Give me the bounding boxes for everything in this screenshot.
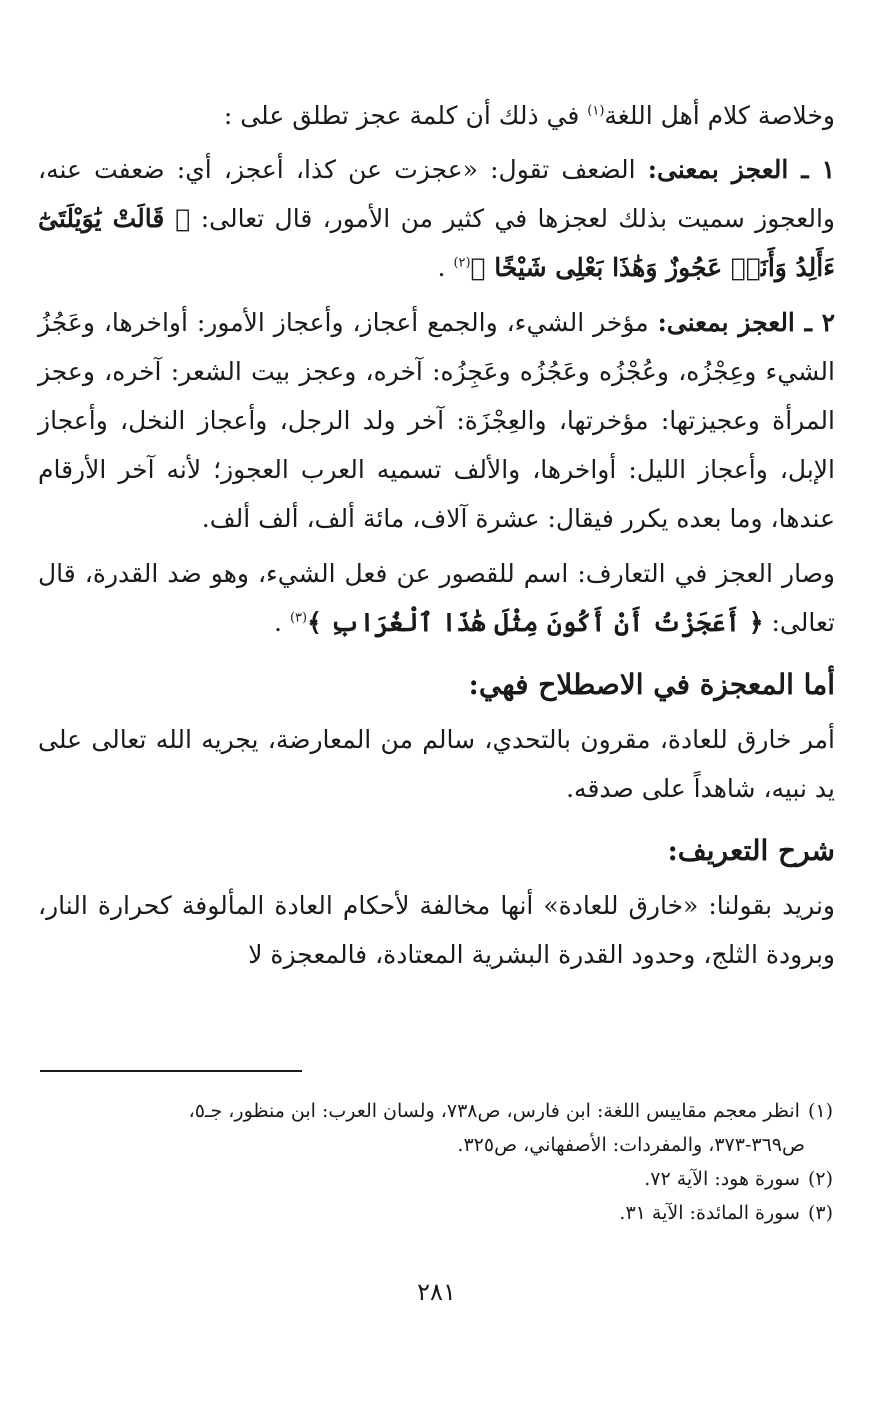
explanation-paragraph: ونريد بقولنا: «خارق للعادة» أنها مخالفة لأحكام العادة المألوفة كحرارة النار، وبرودة الثلج، وحدود القدرة البشرية المعتادة، فالمعجزة لا [38, 891, 835, 969]
footnote-1 [40, 1094, 833, 1128]
custom-usage-text: وصار العجز في التعارف: اسم للقصور عن فعل الشيء، وهو ضد القدرة، قال تعالى: [38, 559, 835, 637]
footnote-ref-1: (١) [587, 103, 605, 119]
explanation-heading: شرح التعريف: [667, 834, 835, 867]
footnote-number: (٢) [807, 1168, 833, 1190]
custom-usage-end: . [274, 608, 290, 637]
custom-usage-paragraph [38, 549, 835, 647]
term-definition: أمر خارق للعادة، مقرون بالتحدي، سالم من المعارضة، يجريه الله تعالى على يد نبيه، شاهداً على صدقه. [38, 725, 835, 803]
footnote-number: (٣) [807, 1202, 833, 1224]
footnote-ref-2: (٢) [453, 255, 471, 271]
footnote-ref-3: (٣) [289, 610, 308, 626]
meaning-1-heading: ١ ـ العجز بمعنى: [647, 155, 835, 184]
quran-verse-2: ﴿ أَعَجَزْتُ أَنْ أَكُونَ مِثْلَ هَٰذَا ٱلْغُرَابِ ﴾ [307, 608, 764, 637]
intro-text-end: في ذلك أن كلمة عجز تطلق على : [223, 101, 588, 130]
footnote-text: انظر معجم مقاييس اللغة: ابن فارس، ص٧٣٨، ولسان العرب: ابن منظور، جـ٥، [188, 1100, 800, 1122]
meaning-2-heading: ٢ ـ العجز بمعنى: [657, 308, 836, 337]
footnote-text: سورة المائدة: الآية ٣١. [619, 1202, 800, 1224]
term-heading: أما المعجزة في الاصطلاح فهي: [468, 668, 835, 701]
footnote-number: (١) [807, 1100, 833, 1122]
footnotes [40, 1094, 833, 1230]
footnote-text: سورة هود: الآية ٧٢. [644, 1168, 800, 1190]
meaning-2-text: مؤخر الشيء، والجمع أعجاز، وأعجاز الأمور: أواخرها، وعَجُزُ الشيء وعِجْزُه، وعُجْزُه وعَجُزُه وعَجِزُه: آخره، وعجز بيت الشعر: آخره، وعجز المرأة وعجيزتها: مؤخرتها، والعِجْزَة: آخر ولد الرجل، وأعجاز النخل، وأعجاز الإبل، وأعجاز الليل: أواخرها، والألف تسميه العرب العجوز؛ لأنه آخر الأرقام عندها، وما بعده يكرر فيقال: عشرة آلاف، مائة ألف، ألف ألف. [38, 308, 835, 533]
meaning-1-paragraph [38, 145, 835, 292]
quran-verse-1: ﴿ قَالَتْ يَٰوَيْلَتَىٰٓ ءَأَلِدُ وَأَنَا۠ عَجُوزٌ وَهَٰذَا بَعْلِى شَيْخًا ﴾ [38, 204, 835, 282]
footnote-3 [40, 1196, 833, 1230]
intro-paragraph [38, 92, 835, 139]
page-number: ٢٨١ [417, 1278, 456, 1306]
meaning-1-text: الضعف تقول: «عجزت عن كذا، أعجز، أي: ضعفت عنه، والعجوز سميت بذلك لعجزها في كثير من الأمور، قال تعالى: [38, 155, 835, 233]
meaning-2-paragraph [38, 298, 835, 543]
intro-text: وخلاصة كلام أهل اللغة [604, 101, 835, 130]
meaning-1-end: . [437, 253, 454, 282]
footnote-1-continuation: ص٣٦٩-٣٧٣، والمفردات: الأصفهاني، ص٣٢٥. [457, 1134, 805, 1156]
footnote-separator [40, 1070, 302, 1072]
footnote-2 [40, 1162, 833, 1196]
